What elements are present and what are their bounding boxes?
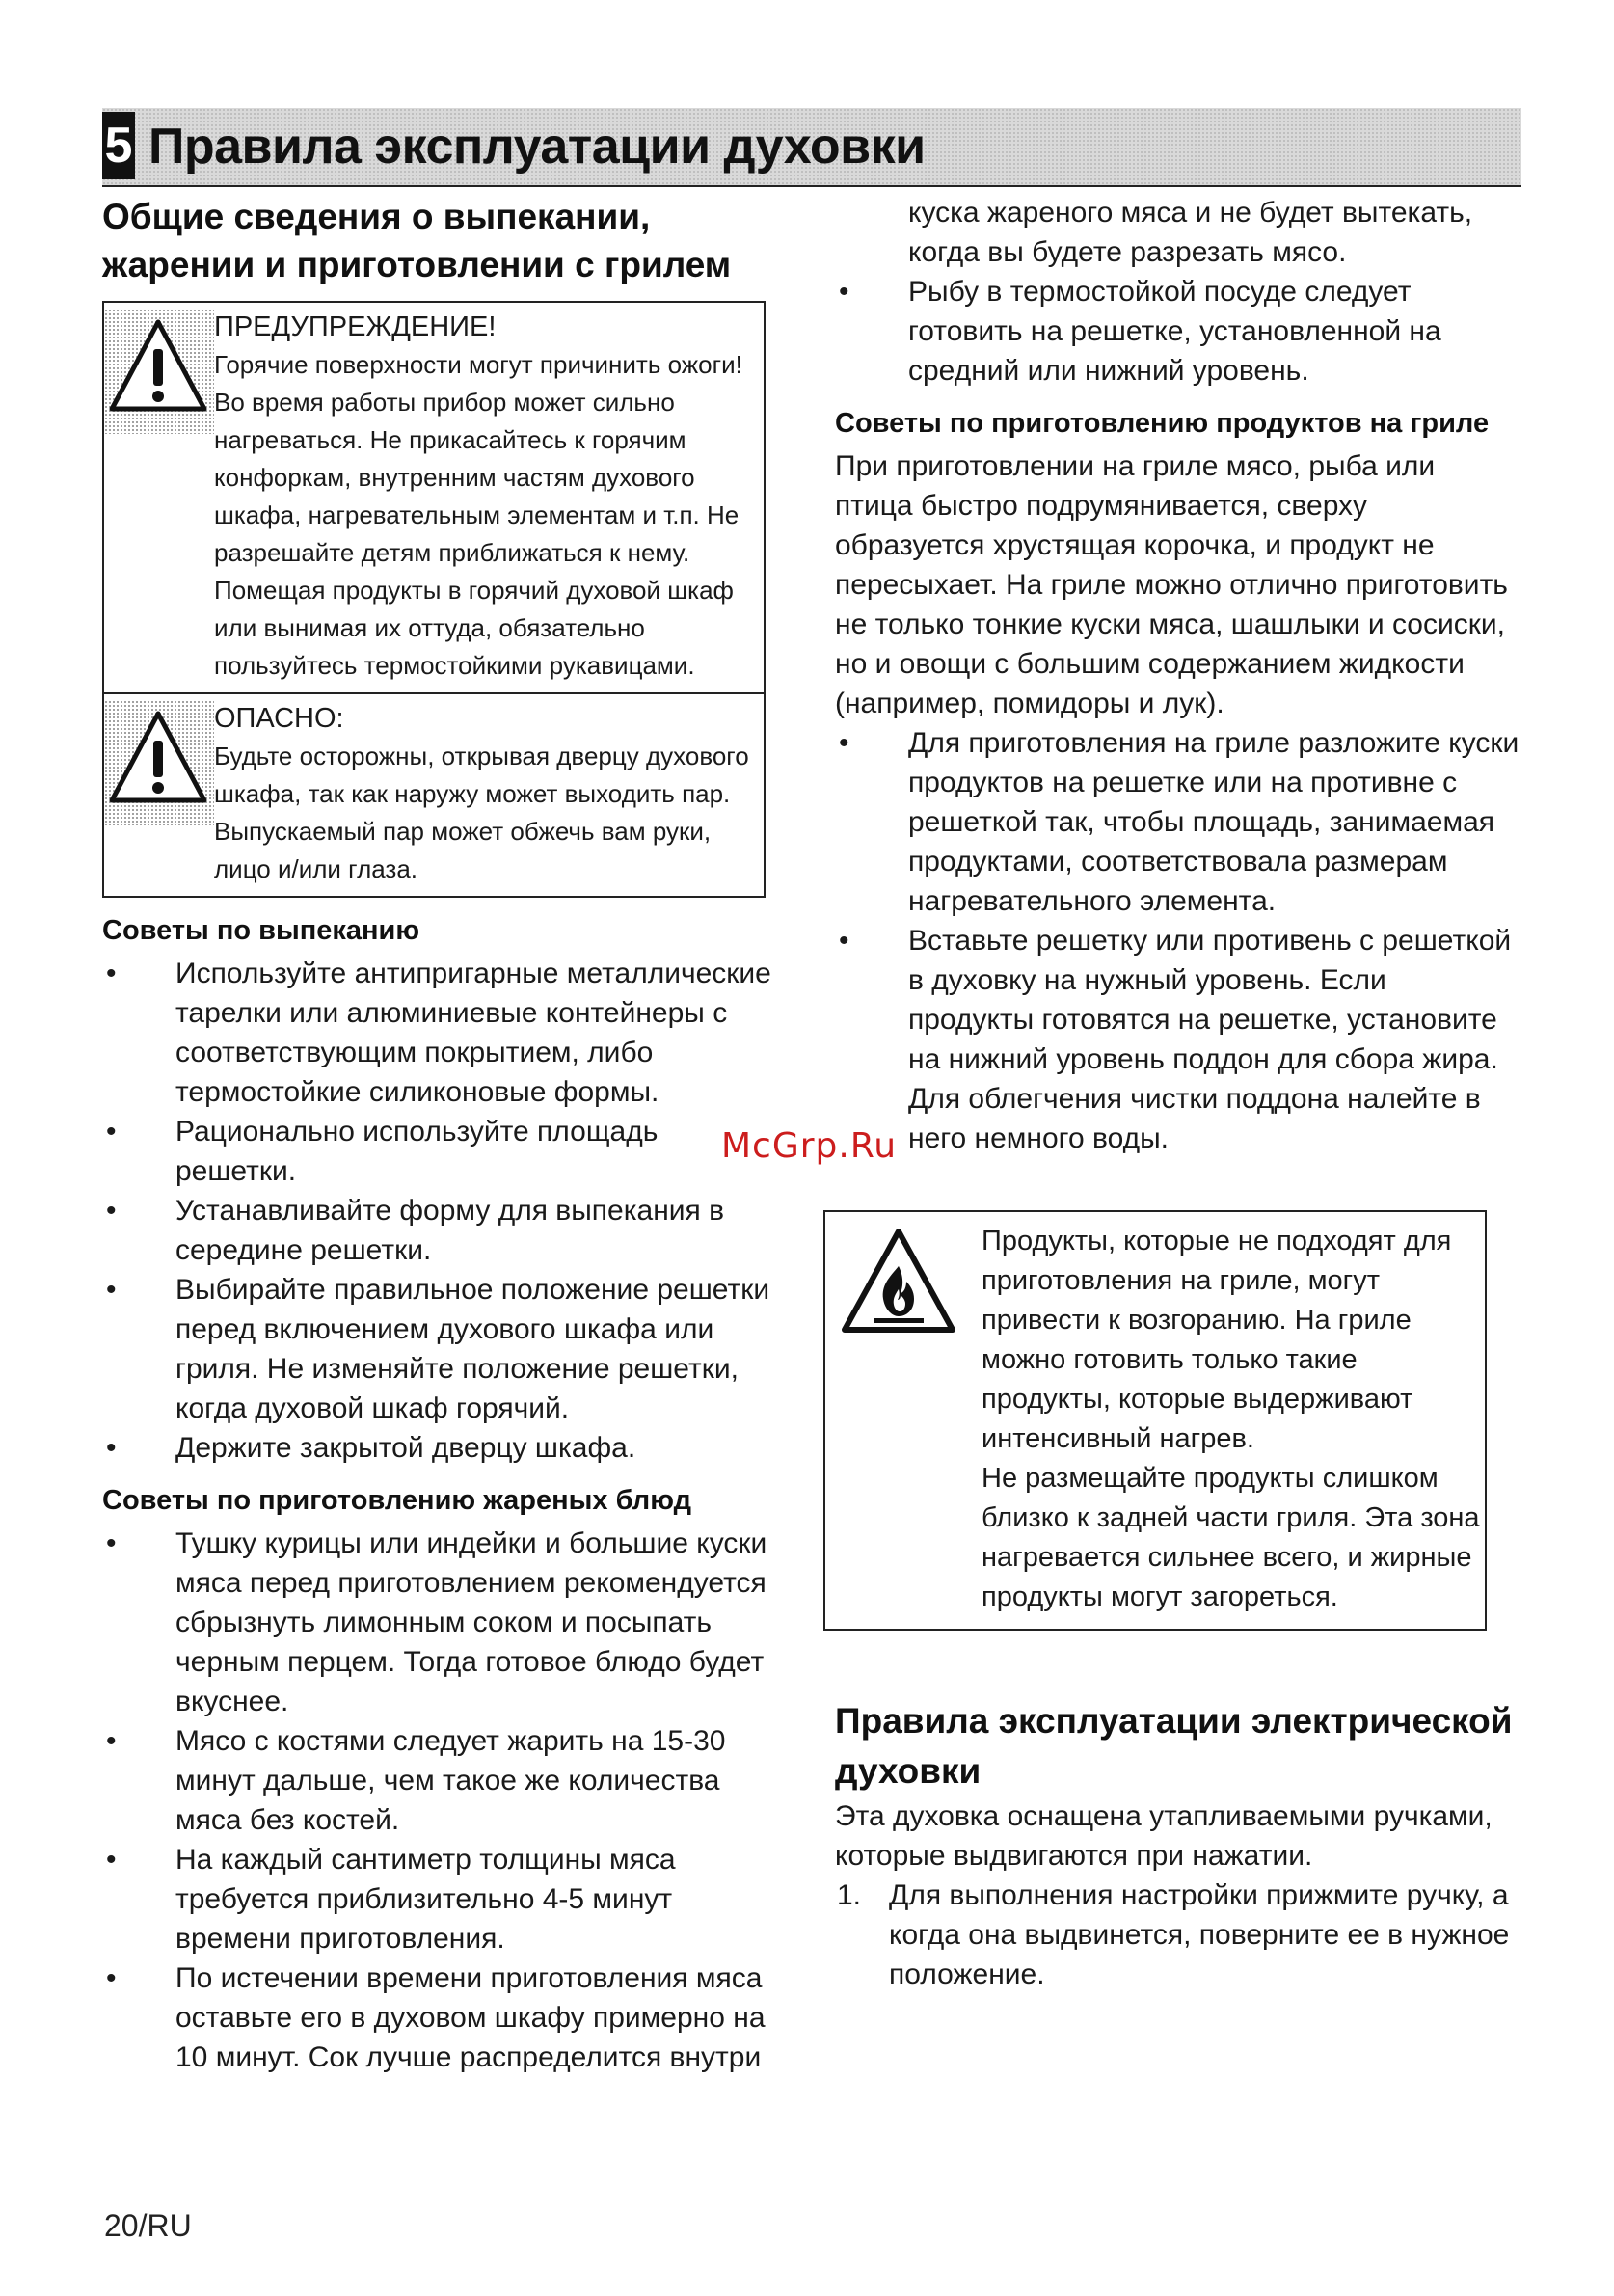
list-item-continuation: куска жареного мяса и не будет вытекать, когда вы будете разрезать мясо. — [908, 197, 1473, 268]
electric-oven-intro: Эта духовка оснащена утапливаемыми ручками, которые выдвигаются при нажатии. — [835, 1800, 1493, 1872]
roasting-tips-title: Советы по приготовлению жареных блюд — [102, 1485, 691, 1516]
right-column — [835, 193, 1520, 1994]
grill-tips-list — [835, 723, 1520, 1158]
danger-block — [104, 692, 764, 896]
list-item: • Устанавливайте форму для выпекания в середине решетки. — [102, 1191, 777, 1270]
list-item: • Рационально используйте площадь решетки. — [102, 1112, 777, 1191]
list-item: • Тушку курицы или индейки и большие куски мяса перед приготовлением рекомендуется сбрызнуть лимонным соком и посыпать черным перцем. Тогда готовое блюдо будет вкуснее. — [102, 1524, 777, 1721]
warning-paragraph: Горячие поверхности могут причинить ожоги! — [214, 350, 742, 379]
danger-heading: ОПАСНО: — [214, 703, 344, 734]
fire-warning-box — [823, 1210, 1487, 1631]
fire-warning-paragraph: Продукты, которые не подходят для приготовления на гриле, могут привести к возгоранию. На гриле можно готовить только такие продукты, которые выдерживают интенсивный нагрев. — [982, 1226, 1452, 1454]
chapter-number: 5 — [102, 112, 135, 179]
watermark: McGrp.Ru — [721, 1126, 898, 1166]
warning-paragraph: Помещая продукты в горячий духовой шкаф или вынимая их оттуда, обязательно пользуйтесь термостойкими рукавицами. — [214, 576, 734, 680]
warning-triangle-icon — [104, 309, 214, 434]
section-title-line2: жарении и приготовлении с грилем — [102, 245, 732, 284]
baking-tips-title: Советы по выпеканию — [102, 915, 420, 946]
fire-hazard-icon — [825, 1222, 982, 1617]
section-title — [102, 193, 777, 289]
list-item: • Выбирайте правильное положение решетки перед включением духового шкафа или гриля. Не изменяйте положение решетки, когда духовой шкаф горячий. — [102, 1270, 777, 1428]
roasting-tips-list-continued — [835, 193, 1520, 391]
fire-warning-text — [982, 1222, 1485, 1617]
warning-paragraph: Во время работы прибор может сильно нагреваться. Не прикасайтесь к горячим конфоркам, внутренним частям духового шкафа, нагревательным элементам и т.п. Не разрешайте детям приближаться к нему. — [214, 388, 740, 567]
list-item: • Рыбу в термостойкой посуде следует готовить на решетке, установленной на средний или нижний уровень. — [835, 272, 1520, 391]
danger-text — [214, 700, 764, 888]
grill-tips-title: Советы по приготовлению продуктов на гриле — [835, 408, 1490, 439]
list-item: • На каждый сантиметр толщины мяса требуется приблизительно 4-5 минут времени приготовления. — [102, 1840, 777, 1958]
warning-text — [214, 309, 764, 685]
fire-warning-paragraph: Не размещайте продукты слишком близко к задней части гриля. Эта зона нагревается сильнее всего, и жирные продукты могут загореться. — [982, 1463, 1480, 1612]
list-item — [835, 1876, 1520, 1994]
list-item: • Вставьте решетку или противень с решеткой в духовку на нужный уровень. Если продукты готовятся на решетке, установите на нижний уровень поддон для сбора жира. Для облегчения чистки поддона налейте в него немного воды. — [835, 921, 1520, 1158]
section-title-line1: Общие сведения о выпекании, — [102, 197, 651, 236]
safety-warnings-box — [102, 301, 766, 898]
grill-intro: При приготовлении на гриле мясо, рыба или птица быстро подрумянивается, сверху образуется хрустящая корочка, и продукт не пересыхает. На гриле можно отлично приготовить не только тонкие куски мяса, шашлыки и сосиски, но и овощи с большим содержанием жидкости (например, помидоры и лук). — [835, 450, 1508, 719]
warning-block — [104, 303, 764, 692]
step-number: 1. — [837, 1879, 862, 1911]
danger-paragraph: Будьте осторожны, открывая дверцу духового шкафа, так как наружу может выходить пар. — [214, 742, 749, 808]
danger-paragraph: Выпускаемый пар может обжечь вам руки, лицо и/или глаза. — [214, 817, 712, 883]
page-number: 20/RU — [104, 2208, 192, 2243]
list-item: • Для приготовления на гриле разложите куски продуктов на решетке или на противне с решеткой так, чтобы площадь, занимаемая продуктами, соответствовала размерам нагревательного элемента. — [835, 723, 1520, 921]
chapter-title: Правила эксплуатации духовки — [148, 119, 926, 175]
list-item: • По истечении времени приготовления мяса оставьте его в духовом шкафу примерно на 10 минут. Сок лучше распределится внутри — [102, 1958, 777, 2077]
danger-triangle-icon — [104, 700, 214, 825]
warning-heading: ПРЕДУПРЕЖДЕНИЕ! — [214, 311, 497, 342]
list-item: • Используйте антипригарные металлические тарелки или алюминиевые контейнеры с соответствующим покрытием, либо термостойкие силиконовые формы. — [102, 954, 777, 1112]
electric-oven-steps — [835, 1876, 1520, 1994]
baking-tips-list — [102, 954, 777, 1468]
chapter-header — [102, 108, 1521, 187]
list-item: • Мясо с костями следует жарить на 15-30 минут дальше, чем такое же количества мяса без костей. — [102, 1721, 777, 1840]
list-item: • Держите закрытой дверцу шкафа. — [102, 1428, 777, 1468]
step-text: Для выполнения настройки прижмите ручку, а когда она выдвинется, поверните ее в нужное положение. — [889, 1879, 1510, 1990]
left-column — [102, 193, 777, 2077]
electric-oven-title: Правила эксплуатации электрической духовки — [835, 1701, 1513, 1791]
roasting-tips-list — [102, 1524, 777, 2077]
